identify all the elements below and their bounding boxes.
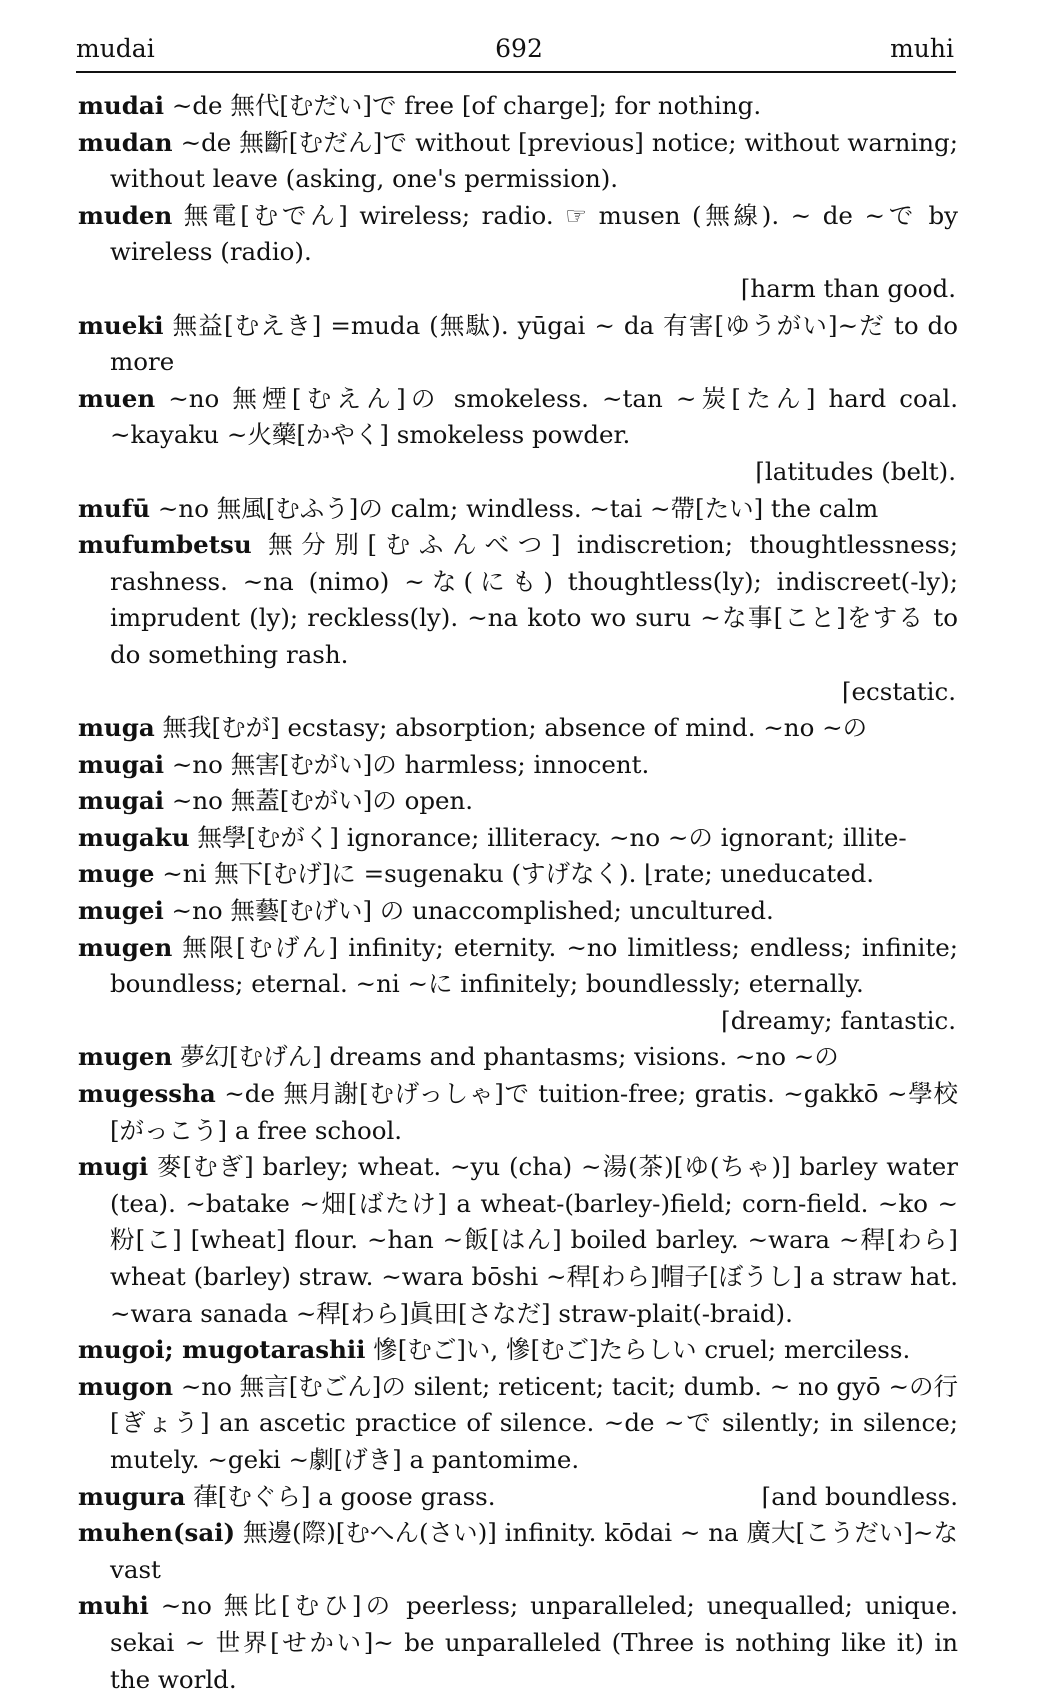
carryover-line: ⌈harm than good. [740,273,956,303]
definition: 無益[むえき] =muda (無駄). yūgai ~ da 有害[ゆうがい]~だ to do more [110,310,958,377]
dictionary-entry [78,381,958,454]
definition: 夢幻[むげん] dreams and phantasms; visions. ~no ~の [172,1042,839,1072]
definition: 葎[むぐら] a goose grass. [185,1481,496,1511]
definition: 無我[むが] ecstasy; absorption; absence of mind. ~no ~の [154,713,868,743]
dictionary-entry [78,1332,958,1369]
headword: mugon [78,1371,174,1401]
carryover-line: ⌈latitudes (belt). [755,456,956,486]
definition: ~no 無蓋[むがい]の open. [164,786,474,816]
carryover-line: ⌈ecstatic. [842,676,956,706]
definition: 無限[むげん] infinity; eternity. ~no limitless; endless; infinite; boundless; eternal. ~ni ~に infinitely; boundlessly; eternally. [110,932,958,999]
definition: ~no 無比[むひ]の peerless; unparalleled; unequalled; unique. sekai ~ 世界[せかい]~ be unparalleled (Three is nothing like it) in the world. [110,1591,958,1694]
headword: mugen [78,1042,173,1072]
headword: mugi [78,1152,149,1182]
definition: ~no 無煙[むえん]の smokeless. ~tan ~炭[たん] hard coal. ~kayaku ~火藥[かやく] smokeless powder. [110,383,958,450]
headword: mugen [78,932,173,962]
definition: ~ni 無下[むげ]に =sugenaku (すげなく). ⌊rate; uneducated. [154,859,875,889]
headword: mugoi; mugotarashii [78,1335,366,1365]
headword: mufū [78,493,151,523]
dictionary-entry [78,1369,958,1479]
carryover-fragment: ⌈and boundless. [761,1481,958,1511]
header-guide-word-left: mudai [76,34,155,63]
dictionary-entry [78,747,958,784]
dictionary-entry [78,1149,958,1332]
header-rule [76,71,956,73]
definition: ~de 無月謝[むげっしゃ]で tuition-free; gratis. ~gakkō ~學校[がっこう] a free school. [110,1079,958,1145]
definition: 無學[むがく] ignorance; illiteracy. ~no ~の ignorant; illite- [189,822,907,852]
headword: muga [78,713,155,743]
definition: ~de 無斷[むだん]で without [previous] notice; without warning; without leave (asking, one's permission). [110,127,958,194]
dictionary-entry [78,491,958,528]
dictionary-entry [78,820,958,857]
definition: 麥[むぎ] barley; wheat. ~yu (cha) ~湯(茶)[ゆ(ちゃ)] barley water (tea). ~batake ~畑[ばたけ] a wheat-(barley-)field; corn-field. ~ko ~粉[こ] [wheat] flour. ~han ~飯[はん] boiled barley. ~wara ~稈[わら] wheat (barley) straw. ~wara bōshi ~稈[わら]帽子[ぼうし] a straw hat. ~wara sanada ~稈[わら]眞田[さなだ] straw-plait(-braid). [110,1152,958,1328]
dictionary-entry [78,930,958,1003]
dictionary-entry [78,1588,958,1698]
headword: muen [78,383,156,413]
entry-list [78,88,958,1698]
headword: mugura [78,1481,186,1511]
definition: 無電[むでん] wireless; radio. ☞ musen (無線). ~ de ~で by wireless (radio). [110,200,958,267]
headword: muge [78,859,155,889]
dictionary-entry [78,1076,958,1149]
headword: mueki [78,310,164,340]
carryover-line: ⌈dreamy; fantastic. [721,1005,956,1035]
headword: mufumbetsu [78,530,252,560]
headword: mugessha [78,1079,216,1109]
dictionary-entry [78,1039,958,1076]
definition: ~no 無害[むがい]の harmless; innocent. [164,749,650,779]
definition: 無分別[むふんべつ] indiscretion; thoughtlessness; rashness. ~na (nimo) ~な(にも) thoughtless(ly); indiscreet(-ly); imprudent (ly); reckless(ly). ~na koto wo suru ~な事[こと]をする to do something rash. [110,530,958,669]
headword: mugaku [78,822,190,852]
definition: ~no 無風[むふう]の calm; windless. ~tai ~帶[たい] the calm [150,493,879,523]
dictionary-entry [78,308,958,381]
dictionary-entry [78,88,958,125]
dictionary-entry [78,125,958,198]
headword: mudan [78,127,173,157]
header-guide-word-right: muhi [890,34,954,63]
definition: ~de 無代[むだい]で free [of charge]; for nothing. [164,91,762,120]
headword: mudai [78,91,165,120]
definition: 慘[むご]い, 慘[むご]たらしい cruel; merciless. [365,1335,911,1365]
headword: muhi [78,1591,149,1621]
definition: ~no 無言[むごん]の silent; reticent; tacit; dumb. ~ no gyō ~の行[ぎょう] an ascetic practice of silence. ~de ~で silently; in silence; mutely. ~geki ~劇[げき] a pantomime. [110,1371,958,1474]
dictionary-entry [78,527,958,673]
headword: mugei [78,896,164,926]
dictionary-entry [78,198,958,271]
dictionary-entry [78,1479,958,1516]
dictionary-entry [78,783,958,820]
headword: mugai [78,749,165,779]
headword: muden [78,200,173,230]
dictionary-entry [78,856,958,893]
dictionary-entry [78,893,958,930]
headword: muhen(sai) [78,1518,236,1548]
definition: ~no 無藝[むげい] の unaccomplished; uncultured. [163,896,774,926]
headword: mugai [78,786,165,816]
page-number: 692 [495,34,543,63]
definition: 無邊(際)[むへん(さい)] infinity. kōdai ~ na 廣大[こうだい]~な vast [110,1518,958,1584]
dictionary-entry [78,1515,958,1588]
dictionary-entry [78,710,958,747]
